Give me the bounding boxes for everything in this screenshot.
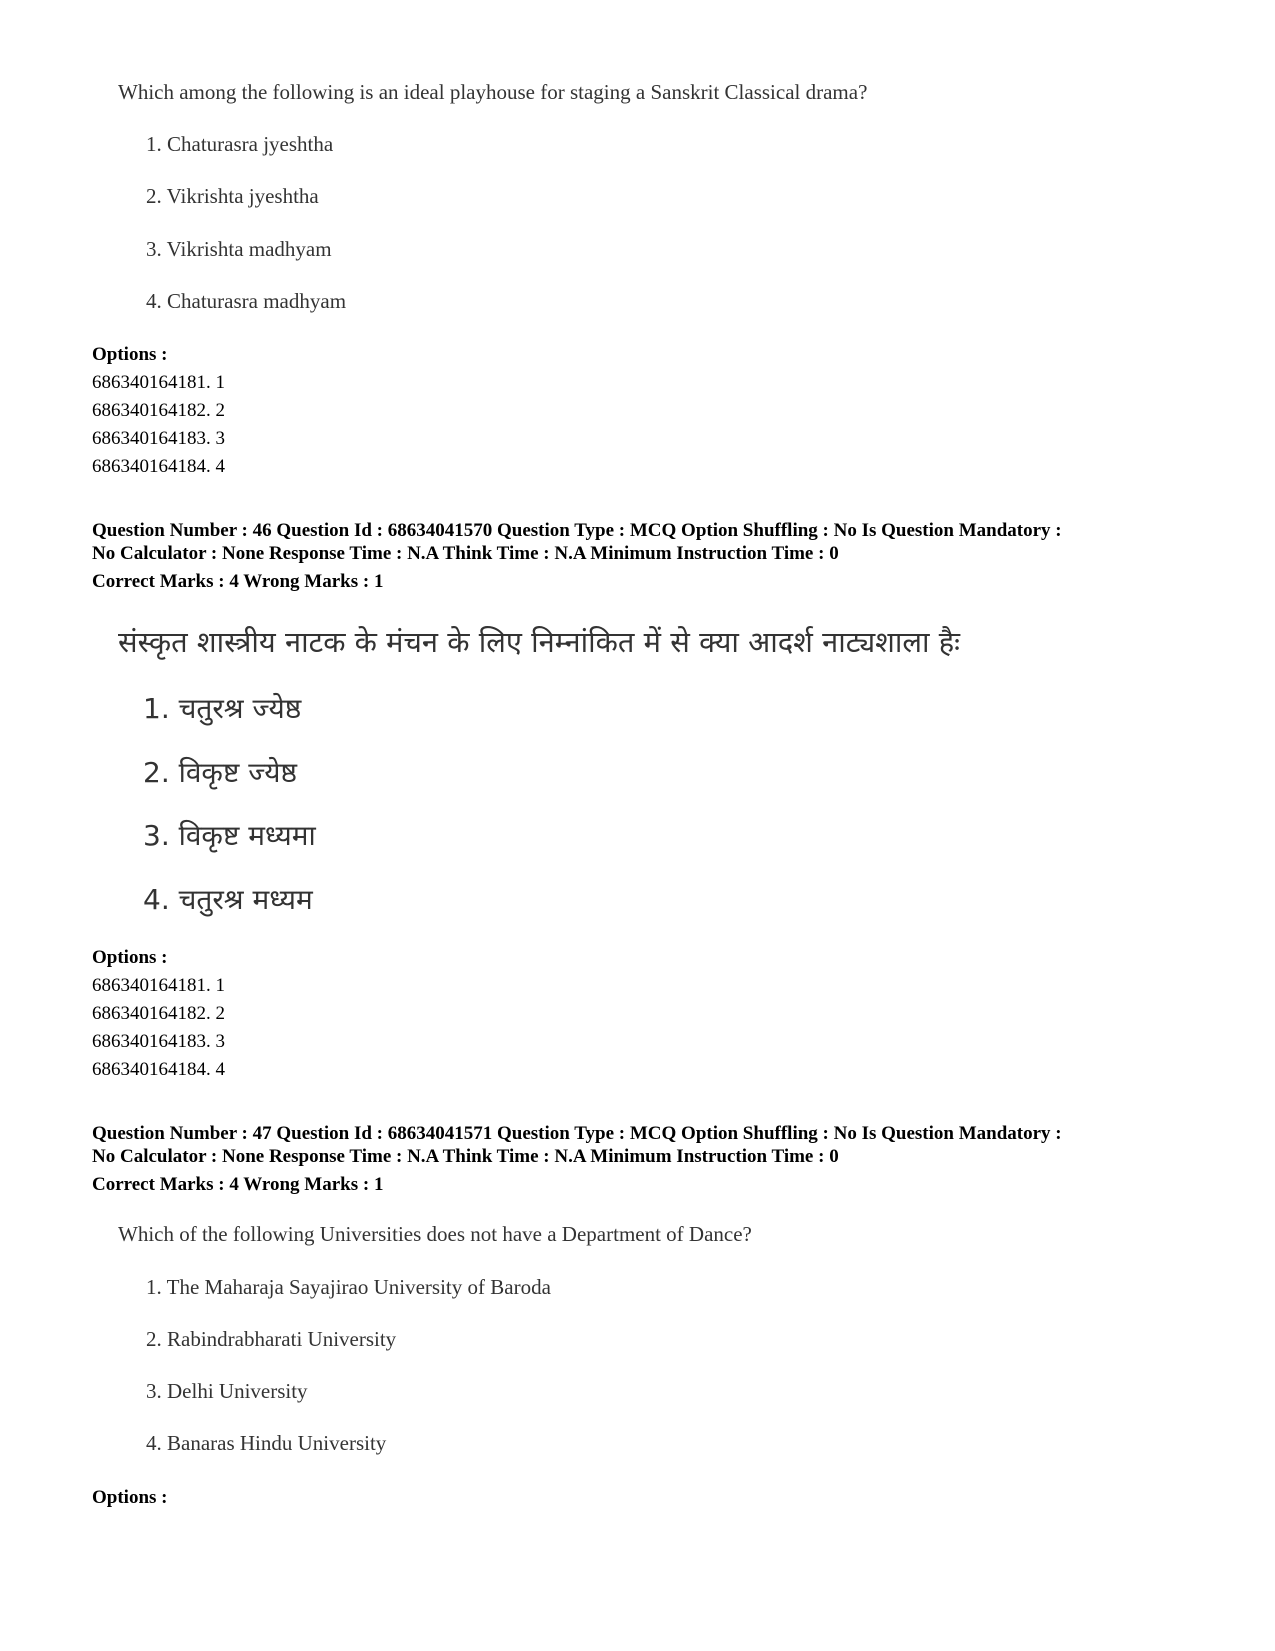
q45-choice-4: 4. Chaturasra madhyam: [146, 289, 347, 313]
q45-choice-3: 3. Vikrishta madhyam: [146, 237, 332, 261]
q47-choice-3: 3. Delhi University: [146, 1379, 308, 1403]
q46-choice-4: 4. चतुरश्र मध्यम: [143, 883, 313, 916]
q47-choice-1: 1. The Maharaja Sayajirao University of Baroda: [146, 1275, 551, 1299]
q45-option-2: 686340164182. 2: [92, 400, 225, 421]
q46-choice-3: 3. विकृष्ट मध्यमा: [143, 819, 316, 852]
q45-question-text: Which among the following is an ideal playhouse for staging a Sanskrit Classical drama?: [118, 80, 868, 104]
q45-options-label: Options :: [92, 344, 168, 365]
q45-choice-1: 1. Chaturasra jyeshtha: [146, 132, 334, 156]
q45-option-1: 686340164181. 1: [92, 372, 225, 393]
q46-option-1: 686340164181. 1: [92, 975, 225, 996]
q46-question-text: संस्कृत शास्त्रीय नाटक के मंचन के लिए निम्नांकित में से क्या आदर्श नाट्यशाला हैः: [118, 625, 961, 659]
q47-choice-2: 2. Rabindrabharati University: [146, 1327, 397, 1351]
q46-options-label: Options :: [92, 947, 168, 968]
q47-question-text: Which of the following Universities does not have a Department of Dance?: [118, 1222, 752, 1246]
q46-choice-2: 2. विकृष्ट ज्येष्ठ: [143, 756, 297, 789]
q46-meta-line-2: No Calculator : None Response Time : N.A Think Time : N.A Minimum Instruction Time : 0: [92, 543, 839, 564]
q47-marks: Correct Marks : 4 Wrong Marks : 1: [92, 1174, 384, 1195]
q45-option-3: 686340164183. 3: [92, 428, 225, 449]
q46-meta-line-1: Question Number : 46 Question Id : 68634041570 Question Type : MCQ Option Shuffling : No Is Question Mandatory :: [92, 520, 1062, 541]
q47-meta-line-1: Question Number : 47 Question Id : 68634041571 Question Type : MCQ Option Shuffling : No Is Question Mandatory :: [92, 1123, 1062, 1144]
q46-option-3: 686340164183. 3: [92, 1031, 225, 1052]
q46-choice-1: 1. चतुरश्र ज्येष्ठ: [143, 692, 302, 725]
q46-marks: Correct Marks : 4 Wrong Marks : 1: [92, 571, 384, 592]
q46-option-4: 686340164184. 4: [92, 1059, 225, 1080]
q46-option-2: 686340164182. 2: [92, 1003, 225, 1024]
q47-choice-4: 4. Banaras Hindu University: [146, 1431, 387, 1455]
q47-options-label: Options :: [92, 1487, 168, 1508]
q47-meta-line-2: No Calculator : None Response Time : N.A Think Time : N.A Minimum Instruction Time : 0: [92, 1146, 839, 1167]
q45-choice-2: 2. Vikrishta jyeshtha: [146, 184, 319, 208]
q45-option-4: 686340164184. 4: [92, 456, 225, 477]
